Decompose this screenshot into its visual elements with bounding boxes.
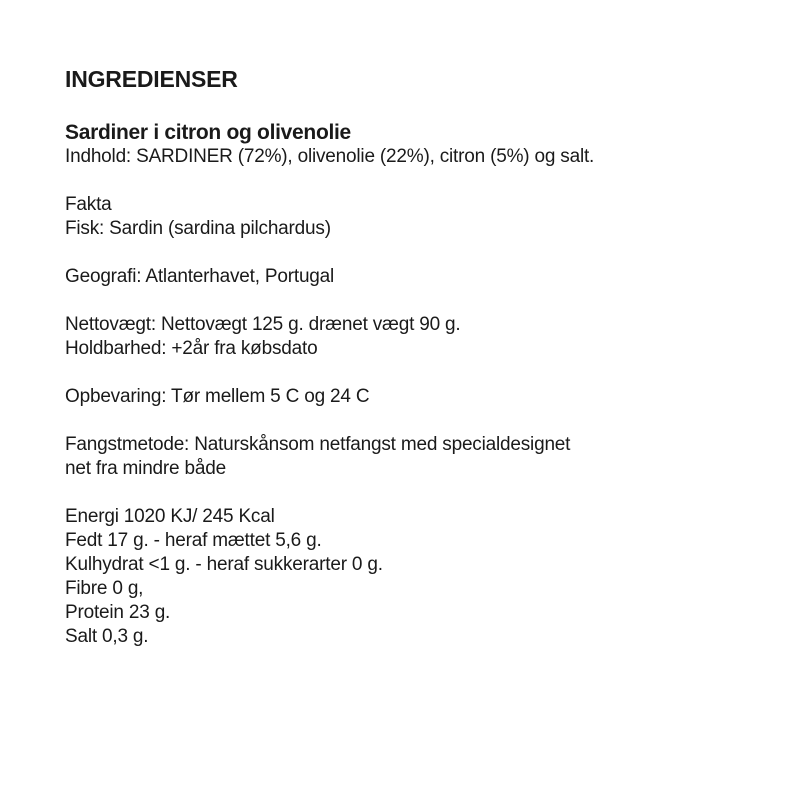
storage-line: Opbevaring: Tør mellem 5 C og 24 C xyxy=(65,386,370,407)
nutrition-salt: Salt 0,3 g. xyxy=(65,626,149,647)
product-name: Sardiner i citron og olivenolie xyxy=(65,121,351,144)
facts-heading: Fakta xyxy=(65,194,112,215)
nutrition-energy: Energi 1020 KJ/ 245 Kcal xyxy=(65,506,275,527)
facts-section xyxy=(65,193,740,241)
nutrition-carbohydrate: Kulhydrat <1 g. - heraf sukkerarter 0 g. xyxy=(65,554,383,575)
storage-section xyxy=(65,385,740,409)
catch-method-line-2: net fra mindre både xyxy=(65,458,226,479)
net-weight-line: Nettovægt: Nettovægt 125 g. drænet vægt 90 g. xyxy=(65,314,461,335)
product-section xyxy=(65,121,740,169)
nutrition-protein: Protein 23 g. xyxy=(65,602,171,623)
nutrition-fat: Fedt 17 g. - heraf mættet 5,6 g. xyxy=(65,530,322,551)
nutrition-section xyxy=(65,505,740,649)
catch-method-line-1: Fangstmetode: Naturskånsom netfangst med specialdesignet xyxy=(65,434,571,455)
geography-section xyxy=(65,265,740,289)
product-contents: Indhold: SARDINER (72%), olivenolie (22%), citron (5%) og salt. xyxy=(65,146,595,167)
catch-method-section xyxy=(65,433,740,481)
facts-fish: Fisk: Sardin (sardina pilchardus) xyxy=(65,218,331,239)
nutrition-fibre: Fibre 0 g, xyxy=(65,578,144,599)
page-title: INGREDIENSER xyxy=(65,66,238,92)
shelf-life-line: Holdbarhed: +2år fra købsdato xyxy=(65,338,318,359)
weight-section xyxy=(65,313,740,361)
geography-line: Geografi: Atlanterhavet, Portugal xyxy=(65,266,335,287)
